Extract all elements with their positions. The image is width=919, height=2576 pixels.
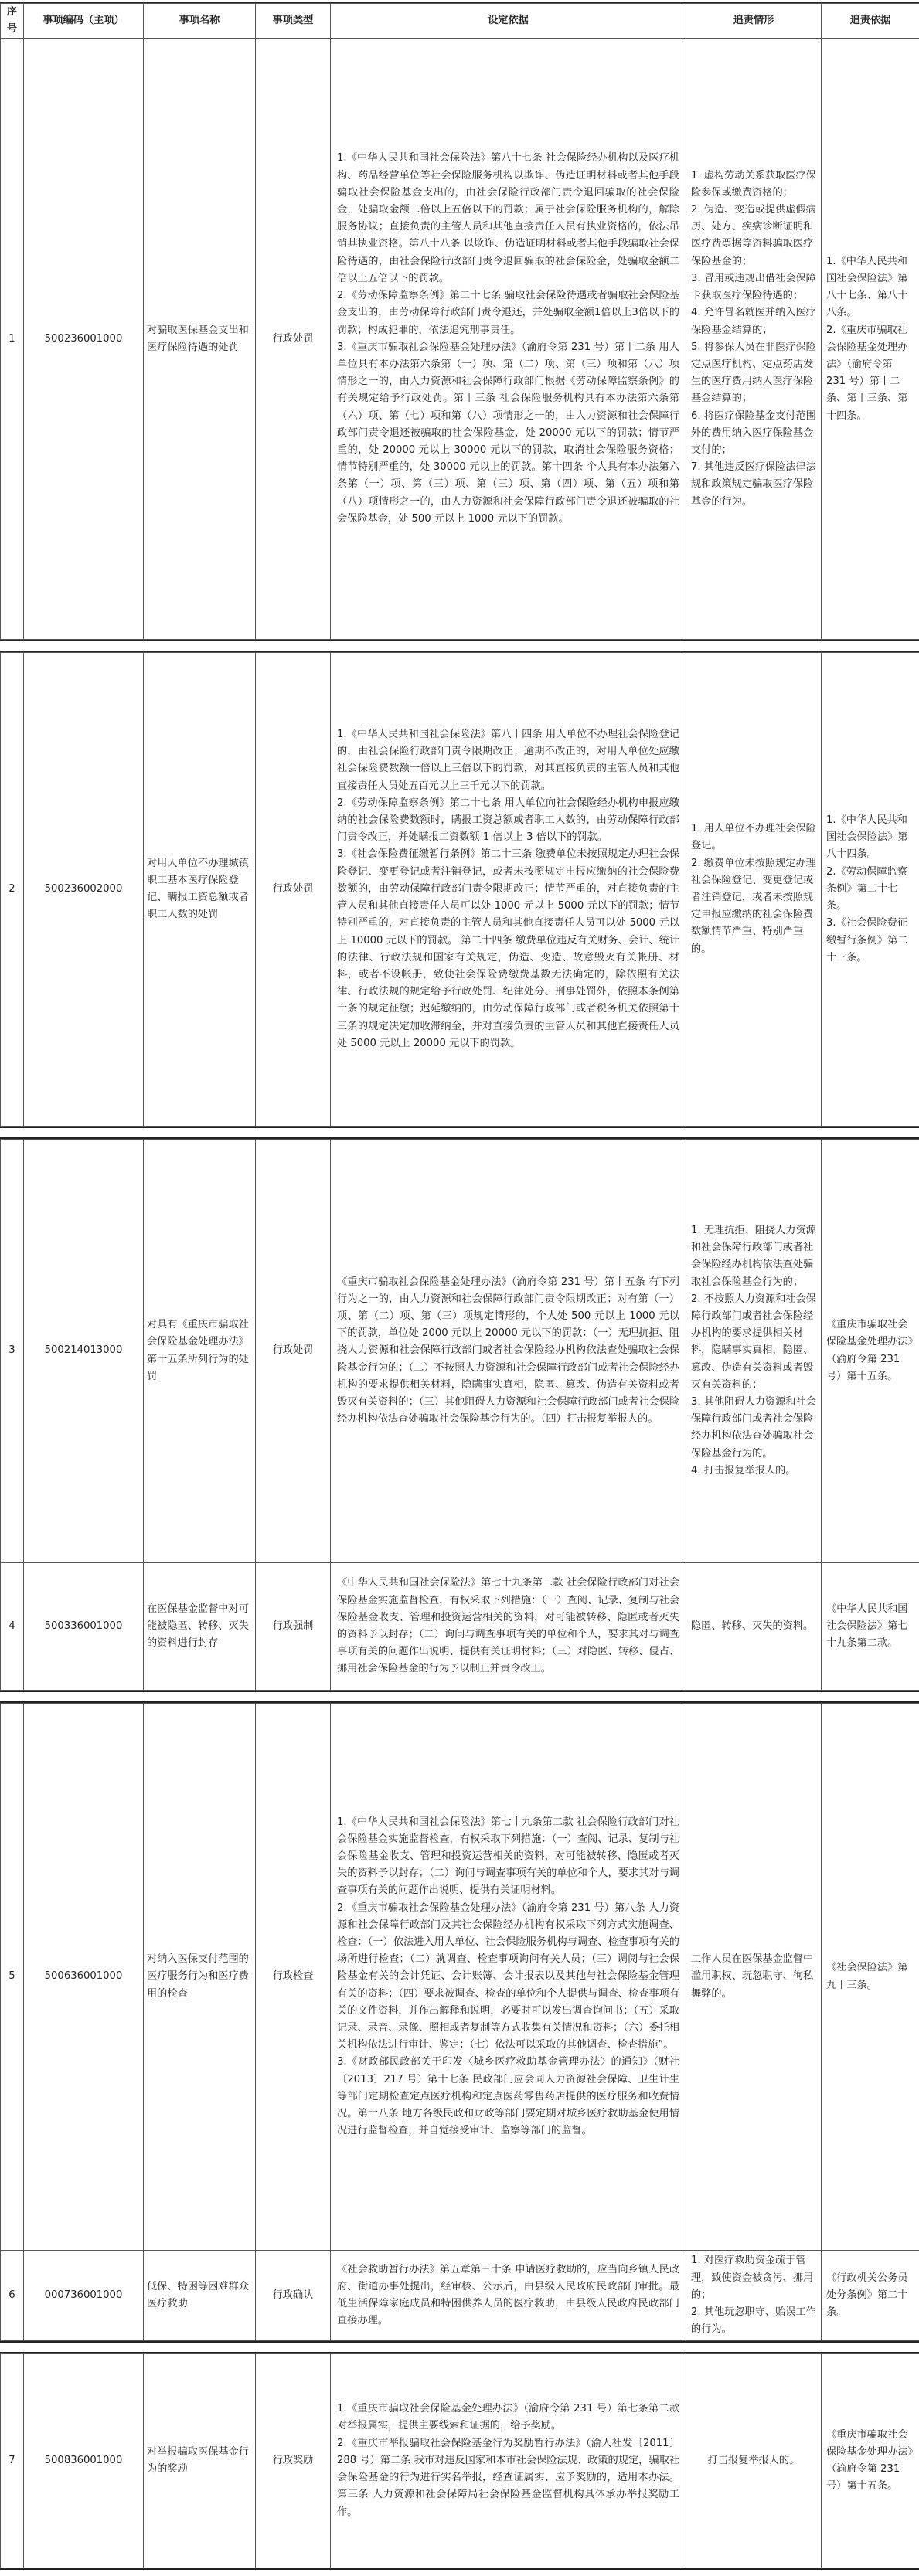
table-block-5 — [0, 2352, 919, 2570]
basis-paragraph: 1.《重庆市骗取社会保险基金处理办法》（渝府令第 231 号）第七条第二款 对举报属实，提供主要线索和证据的，给予奖励。 — [337, 2403, 679, 2432]
grounds-item: 1.《中华人民共和国社会保险法》第八十七条、第八十八条。 — [826, 255, 908, 319]
table-row — [1, 1563, 919, 1691]
cell-basis — [331, 2251, 686, 2341]
responsibility-table — [0, 652, 919, 1127]
accountability-item: 打击报复举报人的。 — [707, 2454, 800, 2466]
accountability-item: 1. 虚构劳动关系获取医疗保险参保或缴费资格的； — [691, 169, 816, 199]
cell-basis — [331, 2354, 686, 2568]
cell-no: 4 — [1, 1563, 24, 1691]
accountability-item: 7. 其他违反医疗保险法律法规和政策规定骗取医疗保险基金的行为。 — [691, 461, 816, 508]
grounds-item: 1.《中华人民共和国社会保险法》第八十四条。 — [826, 814, 908, 861]
cell-accountability — [686, 1563, 822, 1691]
cell-code: 500214013000 — [24, 1140, 144, 1563]
accountability-item: 1. 对医疗救助资金疏于管理，致使资金被贪污、挪用的； — [691, 2255, 814, 2301]
cell-accountability — [686, 1704, 822, 2251]
cell-name: 对举报骗取医保基金行为的奖励 — [144, 2354, 256, 2568]
grounds-item: 2.《重庆市骗取社会保险基金处理办法》（渝府令第 231 号）第十二条、第十三条、第十四条。 — [826, 324, 908, 422]
basis-paragraph: 1.《中华人民共和国社会保险法》第八十七条 社会保险经办机构以及医疗机构、药品经营单位等社会保险服务机构以欺诈、伪造证明材料或者其他手段骗取社会保险基金支出的，由社会保险行政部门责令退回骗取的社会保险金，处骗取金额二倍以上五倍以下的罚款；属于社会保险服务机构的，解除服务协议；直接负责的主管人员和其他直接责任人员有执业资格的，依法吊销其执业资格。第八十八条 以欺诈、伪造证明材料或者其他手段骗取社会保险待遇的，由社会保险行政部门责令退回骗取的社会保险金，处骗取金额二倍以上五倍以下的罚款。 — [337, 152, 679, 284]
grounds-item: 3.《社会保险费征缴暂行条例》第二十三条。 — [826, 917, 908, 963]
basis-paragraph: 2.《劳动保障监察条例》第二十七条 用人单位向社会保险经办机构申报应缴纳的社会保险费数额时，瞒报工资总额或者职工人数的，由劳动保障行政部门责令改正，并处瞒报工资数额 1 倍以上 3 倍以下的罚款。 — [337, 797, 679, 844]
cell-no: 2 — [1, 653, 24, 1127]
basis-paragraph: 2.《劳动保障监察条例》第二十七条 骗取社会保险待遇或者骗取社会保险基金支出的，由劳动保障行政部门责令退还，并处骗取金额1倍以上3倍以下的罚款；构成犯罪的，依法追究刑事责任。 — [337, 290, 679, 336]
cell-basis — [331, 39, 686, 640]
header-basis: 设定依据 — [331, 4, 686, 39]
cell-code: 500236001000 — [24, 39, 144, 640]
accountability-item: 2. 伪造、变造或提供虚假病历、处方、疾病诊断证明和医疗费票据等资料骗取医疗保险基金的； — [691, 204, 816, 267]
cell-accountability — [686, 653, 822, 1127]
cell-type: 行政处罚 — [256, 39, 331, 640]
accountability-item: 3. 其他阻碍人力资源和社会保障行政部门或者社会保险经办机构依法查处骗取社会保险基金行为的。 — [691, 1396, 816, 1460]
table-row — [1, 2251, 919, 2341]
cell-type: 行政处罚 — [256, 653, 331, 1127]
cell-basis — [331, 1140, 686, 1563]
cell-basis — [331, 1704, 686, 2251]
cell-name: 低保、特困等困难群众医疗救助 — [144, 2251, 256, 2341]
accountability-item: 2. 缴费单位未按照规定办理社会保险登记、变更登记或者注销登记，或者未按照规定申报应缴纳的社会保险费数额情节严重、特别严重的。 — [691, 857, 816, 955]
cell-type: 行政确认 — [256, 2251, 331, 2341]
cell-accountability — [686, 2354, 822, 2568]
cell-grounds — [822, 1140, 919, 1563]
header-type: 事项类型 — [256, 4, 331, 39]
table-row — [1, 2354, 919, 2568]
accountability-item: 工作人员在医保基金监督中滥用职权、玩忽职守、徇私舞弊的。 — [691, 1953, 814, 2000]
table-block-1 — [0, 2, 919, 641]
responsibility-table — [0, 1703, 919, 2341]
table-row — [1, 1140, 919, 1563]
cell-accountability — [686, 39, 822, 640]
cell-type: 行政强制 — [256, 1563, 331, 1691]
cell-no: 6 — [1, 2251, 24, 2341]
basis-paragraph: 3.《社会保险费征缴暂行条例》第二十三条 缴费单位未按照规定办理社会保险登记、变更登记或者注销登记，或者未按照规定申报应缴纳的社会保险费数额的，由劳动保障行政部门责令限期改正；情节严重的，对直接负责的主管人员和其他直接责任人员可以处 1000 元以上 5000 元以下的罚款；情节特别严重的，对直接负责的主管人员和其他直接责任人员可以处 5000 元以上 10000 元以下的罚款。 第二十四条 缴费单位违反有关财务、会计、统计的法律、行政法规和国家有关规定，伪造、变造、故意毁灭有关帐册、材料，或者不设帐册，致使社会保险费缴费基数无法确定的，除依照有关法律、行政法规的规定给予行政处罚、纪律处分、刑事处罚外，依照本条例第十条的规定征缴；迟延缴纳的，由劳动保障行政部门或者税务机关依照第十三条的规定决定加收滞纳金，并对直接负责的主管人员和其他直接责任人员处 5000 元以上 20000 元以下的罚款。 — [337, 848, 679, 1049]
grounds-item: 《中华人民共和国社会保险法》第七十九条第二款。 — [826, 1602, 908, 1650]
cell-grounds — [822, 2354, 919, 2568]
cell-type: 行政奖励 — [256, 2354, 331, 2568]
cell-name: 对骗取医保基金支出和医疗保险待遇的处罚 — [144, 39, 256, 640]
responsibility-table — [0, 3, 919, 640]
responsibility-table — [0, 1139, 919, 1691]
cell-grounds — [822, 653, 919, 1127]
cell-basis — [331, 653, 686, 1127]
header-name: 事项名称 — [144, 4, 256, 39]
cell-code: 500836001000 — [24, 2354, 144, 2568]
table-row — [1, 1704, 919, 2251]
basis-paragraph: 《社会救助暂行办法》第五章第三十条 申请医疗救助的，应当向乡镇人民政府、街道办事处提出，经审核、公示后，由县级人民政府民政部门审批。最低生活保障家庭成员和特困供养人员的医疗救助，由县级人民政府民政部门直接办理。 — [337, 2263, 679, 2327]
header-no: 序号 — [1, 4, 24, 39]
cell-grounds — [822, 1704, 919, 2251]
cell-basis — [331, 1563, 686, 1691]
header-accountability: 追责情形 — [686, 4, 822, 39]
basis-paragraph: 2.《重庆市举报骗取社会保险基金行为奖励暂行办法》（渝人社发〔2011〕288 号）第二条 我市对违反国家和本市社会保险法规、政策的规定，骗取社会保险基金的行为进行实名举报，经查证属实、应予奖励的，适用本办法。第三条 人力资源和社会保障局社会保险基金监督机构具体承办举报奖励工作。 — [337, 2437, 679, 2518]
cell-grounds — [822, 2251, 919, 2341]
basis-paragraph: 《中华人民共和国社会保险法》第七十九条第二款 社会保险行政部门对社会保险基金实施监督检查，有权采取下列措施：（一）查阅、记录、复制与社会保险基金收支、管理和投资运营相关的资料，对可能被转移、隐匿或者灭失的资料予以封存；（二）询问与调查事项有关的单位和个人，要求其对与调查事项有关的问题作出说明、提供有关证明材料；（三）对隐匿、转移、侵占、挪用社会保险基金的行为予以制止并责令改正。 — [337, 1577, 679, 1675]
cell-no: 7 — [1, 2354, 24, 2568]
grounds-item: 2.《劳动保障监察条例》第二十七条。 — [826, 865, 907, 912]
cell-no: 5 — [1, 1704, 24, 2251]
cell-grounds — [822, 1563, 919, 1691]
basis-paragraph: 1.《中华人民共和国社会保险法》第八十四条 用人单位不办理社会保险登记的，由社会保险行政部门责令限期改正；逾期不改正的，对用人单位处应缴社会保险费数额一倍以上三倍以下的罚款，对其直接负责的主管人员和其他直接责任人员处五百元以上三千元以下的罚款。 — [337, 729, 679, 792]
accountability-item: 6. 将医疗保险基金支付范围外的费用纳入医疗保险基金支付的； — [691, 410, 816, 456]
accountability-item: 1. 无理抗拒、阻挠人力资源和社会保障行政部门或者社会保险经办机构依法查处骗取社会保险基金行为的； — [691, 1224, 816, 1288]
cell-accountability — [686, 2251, 822, 2341]
accountability-item: 2. 不按照人力资源和社会保障行政部门或者社会保险经办机构的要求提供相关材料，隐瞒事实真相，隐匿、篡改、伪造有关资料或者毁灭有关资料的； — [691, 1293, 816, 1391]
cell-code: 500236002000 — [24, 653, 144, 1127]
accountability-item: 5. 将参保人员在非医疗保险定点医疗机构、定点药店发生的医疗费用纳入医疗保险基金结算的； — [691, 341, 816, 405]
responsibility-table — [0, 2353, 919, 2568]
cell-grounds — [822, 39, 919, 640]
basis-paragraph: 3.《财政部民政部关于印发〈城乡医疗救助基金管理办法〉的通知》（财社〔2013〕217 号）第十七条 民政部门应会同人力资源社会保障、卫生计生等部门定期检查定点医疗机构和定点医药零售药店提供的医疗服务和收费情况。第十八条 地方各级民政和财政等部门要定期对城乡医疗救助基金使用情况进行监督检查，并自觉接受审计、监察等部门的监督。 — [337, 2056, 679, 2137]
cell-name: 在医保基金监督中对可能被隐匿、转移、灭失的资料进行封存 — [144, 1563, 256, 1691]
cell-name: 对纳入医保支付范围的医疗服务行为和医疗费用的检查 — [144, 1704, 256, 2251]
cell-code: 500336001000 — [24, 1563, 144, 1691]
cell-name: 对具有《重庆市骗取社会保险基金处理办法》第十五条所列行为的处罚 — [144, 1140, 256, 1563]
basis-paragraph: 1.《中华人民共和国社会保险法》第七十九条第二款 社会保险行政部门对社会保险基金实施监督检查，有权采取下列措施：（一）查阅、记录、复制与社会保险基金收支、管理和投资运营相关的资料，对可能被转移、隐匿或者灭失的资料予以封存；（二）询问与调查事项有关的单位和个人，要求其对与调查事项有关的问题作出说明、提供有关证明材料。 — [337, 1816, 679, 1897]
header-code: 事项编码（主项） — [24, 4, 144, 39]
grounds-item: 《重庆市骗取社会保险基金处理办法》（渝府令第 231 号）第十五条。 — [826, 1319, 914, 1382]
table-block-3 — [0, 1137, 919, 1692]
cell-no: 1 — [1, 39, 24, 640]
cell-code: 500636001000 — [24, 1704, 144, 2251]
table-header-row — [1, 4, 919, 39]
basis-paragraph: 《重庆市骗取社会保险基金处理办法》（渝府令第 231 号）第十五条 有下列行为之一的，由人力资源和社会保障行政部门责令限期改正；对有第（一）项、第（二）项、第（三）项规定情形的，个人处 500 元以上 1000 元以下的罚款，单位处 2000 元以上 20000 元以下的罚款：（一）无理抗拒、阻挠人力资源和社会保障行政部门或者社会保险经办机构依法查处骗取社会保险基金行为的；（二）不按照人力资源和社会保障行政部门或者社会保险经办机构的要求提供相关材料，隐瞒事实真相，隐匿、篡改、伪造有关资料或者毁灭有关资料的；（三）其他阻碍人力资源和社会保障行政部门或者社会保险经办机构依法查处骗取社会保险基金行为的。（四）打击报复举报人的。 — [337, 1276, 679, 1426]
accountability-item: 隐匿、转移、灭失的资料。 — [691, 1619, 814, 1632]
accountability-item: 3. 冒用或违规出借社会保障卡获取医疗保险待遇的； — [691, 272, 816, 302]
table-block-4 — [0, 1701, 919, 2343]
accountability-item: 4. 允许冒名就医并纳入医疗保险基金结算的； — [691, 307, 816, 336]
cell-code: 000736001000 — [24, 2251, 144, 2341]
header-grounds: 追责依据 — [822, 4, 919, 39]
table-row — [1, 39, 919, 640]
grounds-item: 《行政机关公务员处分条例》第二十条。 — [826, 2272, 908, 2319]
basis-paragraph: 3.《重庆市骗取社会保险基金处理办法》（渝府令第 231 号）第十二条 用人单位具有本办法第六条第（一）项、第（二）项、第（三）项和第（八）项情形之一的，由人力资源和社会保障行政部门根据《劳动保障监察条例》的有关规定给予行政处罚。第十三条 社会保险服务机构具有本办法第六条第（六）项、第（七）项和第（八）项情形之一的，由人力资源和社会保障行政部门责令退还被骗取的社会保险基金，处 20000 元以下的罚款；情节严重的，处 20000 元以上 30000 元以下的罚款，取消社会保险服务资格；情节特别严重的，处 30000 元以上的罚款。第十四条 个人具有本办法第六条第（一）项、第（三）项、第（三）项、第（四）项、第（五）项和第（八）项情形之一的，由人力资源和社会保障行政部门责令退还被骗取的社会保险基金，处 500 元以上 1000 元以下的罚款。 — [337, 341, 679, 525]
accountability-item: 4. 打击报复举报人的。 — [691, 1464, 796, 1477]
accountability-item: 1. 用人单位不办理社会保险登记。 — [691, 823, 816, 852]
basis-paragraph: 2.《重庆市骗取社会保险基金处理办法》（渝府令第 231 号）第八条 人力资源和社会保障行政部门及其社会保险经办机构有权采取下列方式实施调查、检查：（一）依法进入用人单位、社会保险服务机构与调查、检查事项有关的场所进行检查；（二）就调查、检查事项询问有关人员；（三）调阅与社会保险基金有关的会计凭证、会计账簿、会计报表以及其他与社会保险基金管理有关的资料；（四）要求被调查、检查的单位和个人提供与调查、检查事项有关的文件资料，并作出解释和说明，必要时可以发出调查询问书；（五）采取记录、录音、录像、照相或者复制等方式收集有关情况和资料；（六）委托相关机构依法进行审计、鉴定；（七）依法可以采取的其他调查、检查措施”。 — [337, 1901, 679, 2051]
accountability-item: 2. 其他玩忽职守、贻误工作的行为。 — [691, 2306, 816, 2336]
cell-type: 行政检查 — [256, 1704, 331, 2251]
cell-type: 行政处罚 — [256, 1140, 331, 1563]
grounds-item: 《社会保险法》第九十三条。 — [826, 1962, 908, 1991]
table-block-2 — [0, 651, 919, 1128]
table-row — [1, 653, 919, 1127]
grounds-item: 《重庆市骗取社会保险基金处理办法》（渝府令第 231 号）第十五条。 — [826, 2428, 914, 2493]
cell-accountability — [686, 1140, 822, 1563]
cell-name: 对用人单位不办理城镇职工基本医疗保险登记、瞒报工资总额或者职工人数的处罚 — [144, 653, 256, 1127]
cell-no: 3 — [1, 1140, 24, 1563]
